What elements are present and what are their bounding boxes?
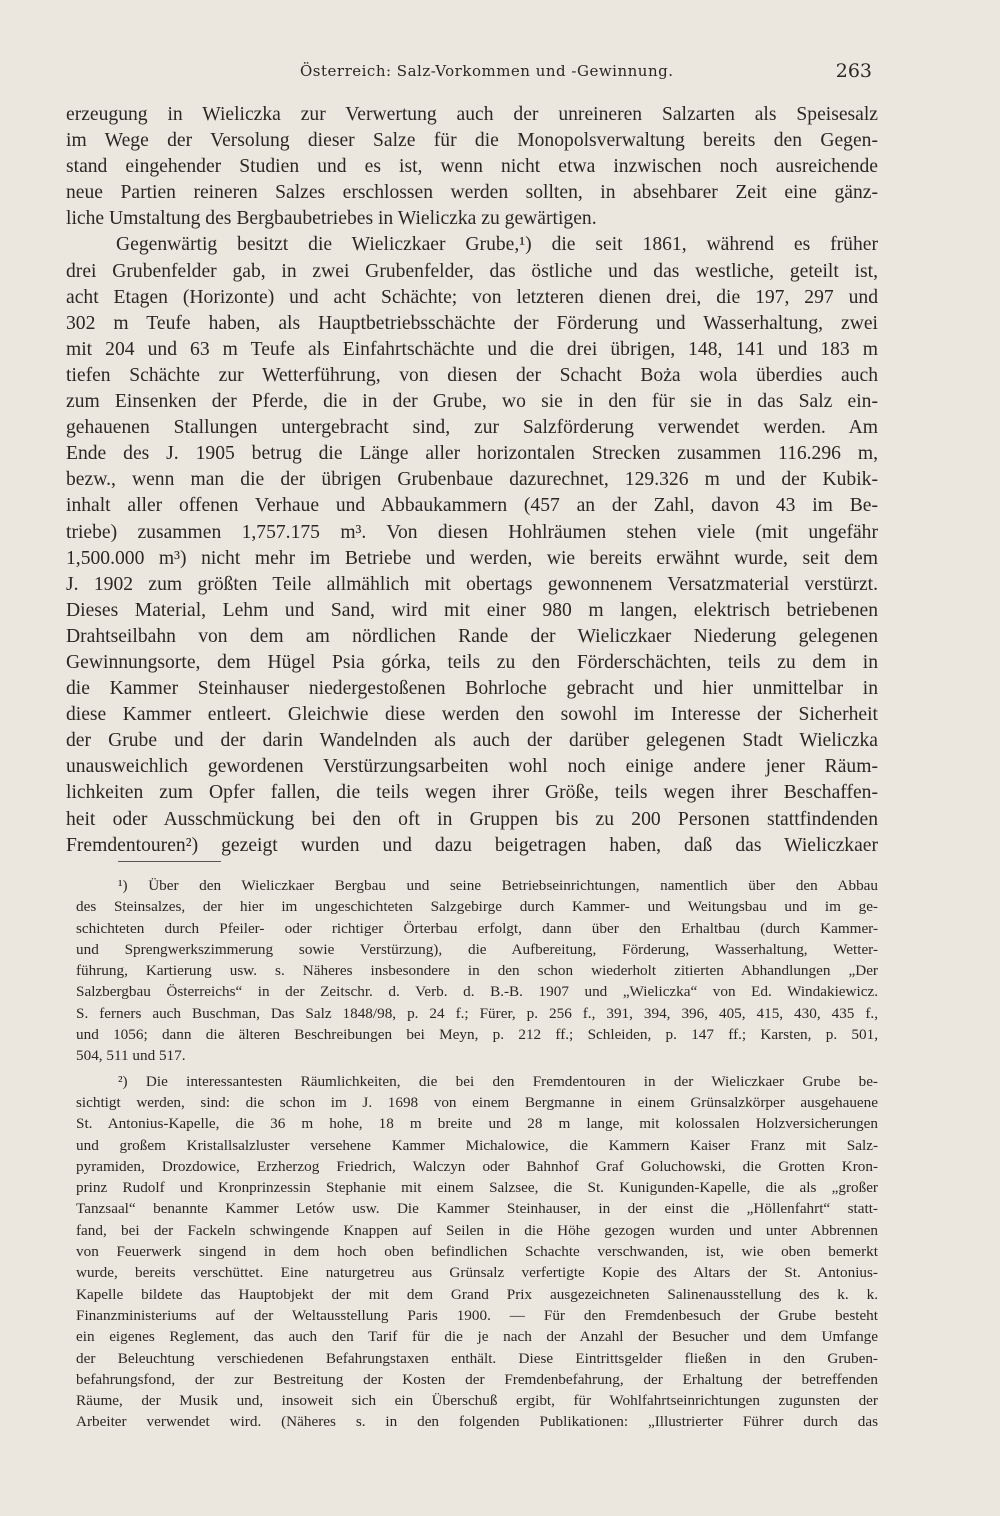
footnote-1-line: Salzbergbau Österreichs“ in der Zeitschr. d. Verb. d. B.-B. 1907 und „Wieliczka“ von Ed. Windakiewicz. bbox=[76, 983, 878, 1001]
footnote-2-line: Räume, der Musik und, insoweit sich ein Überschuß ergibt, für Wohlfahrtseinrichtungen zugunsten der bbox=[76, 1392, 878, 1410]
body-line: bezw., wenn man die der übrigen Grubenbaue dazurechnet, 129.326 m und der Kubik- bbox=[66, 469, 878, 491]
body-line: gehauenen Stallungen untergebracht sind, zur Salzförderung verwendet werden. Am bbox=[66, 417, 878, 439]
footnote-1-line: des Steinsalzes, der hier im ungeschichteten Salzgebirge durch Kammer- und Weitungsbau und im ge- bbox=[76, 898, 878, 916]
footnote-2-line: Tanzsaal“ benannte Kammer Letów usw. Die Kammer Steinhauser, in der einst die „Höllenfahrt“ statt- bbox=[76, 1200, 878, 1218]
footnote-2-line: prinz Rudolf und Kronprinzessin Stephanie mit einem Salzsee, die St. Kunigunden-Kapelle, die als „großer bbox=[76, 1179, 878, 1197]
footnote-2-line: wurde, bereits verschüttet. Eine naturgetreu aus Grünsalz verfertigte Kopie des Altars der St. Antonius- bbox=[76, 1264, 878, 1282]
footnote-separator bbox=[118, 861, 221, 862]
footnote-2-line: von Feuerwerk singend in dem hoch oben befindlichen Schachte verschwanden, ist, wie oben bemerkt bbox=[76, 1243, 878, 1261]
body-line: die Kammer Steinhauser niedergestoßenen Bohrloche gebracht und hier unmittelbar in bbox=[66, 678, 878, 700]
footnote-1-line: führung, Kartierung usw. s. Näheres insbesondere in den schon wiederholt zitierten Abhandlungen „Der bbox=[76, 962, 878, 980]
body-line: acht Etagen (Horizonte) und acht Schächte; von letzteren dienen drei, die 197, 297 und bbox=[66, 286, 878, 308]
body-line: stand eingehender Studien und es ist, wenn nicht etwa inzwischen noch ausreichende bbox=[66, 156, 878, 178]
body-line: tiefen Schächte zur Wetterführung, von diesen der Schacht Boża wola überdies auch bbox=[66, 364, 878, 386]
footnote-1-line: und Sprengwerkszimmerung sowie Verstürzung), die Aufbereitung, Förderung, Wasserhaltung, Wetter- bbox=[76, 940, 878, 958]
body-line: triebe) zusammen 1,757.175 m³. Von diesen Hohlräumen stehen viele (mit ungefähr bbox=[66, 521, 878, 543]
body-line: inhalt aller offenen Verhaue und Abbaukammern (457 an der Zahl, davon 43 im Be- bbox=[66, 495, 878, 517]
footnote-2-line: Kapelle bildete das Hauptobjekt der mit dem Grand Prix ausgezeichneten Salinenausstellung des k. k. bbox=[76, 1285, 878, 1303]
body-line: Fremdentouren²) gezeigt wurden und dazu beigetragen haben, daß das Wieliczkaer bbox=[66, 834, 878, 856]
body-line: Gegenwärtig besitzt die Wieliczkaer Grube,¹) die seit 1861, während es früher bbox=[116, 234, 878, 256]
footnote-2-line: ein eigenes Reglement, das auch den Tarif für die je nach der Anzahl der Besucher und dem Umfange bbox=[76, 1328, 878, 1346]
page-number: 263 bbox=[835, 60, 872, 82]
body-line: im Wege der Versolung dieser Salze für die Monopolsverwaltung bereits den Gegen- bbox=[66, 130, 878, 152]
footnote-1-line: und 1056; dann die älteren Beschreibungen bei Meyn, p. 212 ff.; Schleiden, p. 147 ff.; Karsten, p. 501, bbox=[76, 1026, 878, 1044]
footnotes bbox=[76, 875, 878, 1433]
body-line: mit 204 und 63 m Teufe als Einfahrtschächte und die drei übrigen, 148, 141 und 183 m bbox=[66, 338, 878, 360]
footnote-1-line: 504, 511 und 517. bbox=[76, 1047, 186, 1065]
footnote-1-line: schichteten durch Pfeiler- oder richtiger Örterbau erfolgt, dann über den Erhaltbau (durch Kammer- bbox=[76, 919, 878, 937]
footnote-2-line: pyramiden, Drozdowice, Erzherzog Friedrich, Walczyn oder Bahnhof Graf Goluchowski, die Grotten Kron- bbox=[76, 1157, 878, 1175]
body-line: Dieses Material, Lehm und Sand, wird mit einer 980 m langen, elektrisch betriebenen bbox=[66, 599, 878, 621]
body-line: Gewinnungsorte, dem Hügel Psia górka, teils zu den Förderschächten, teils zu dem in bbox=[66, 651, 878, 673]
footnote-2-line: St. Antonius-Kapelle, die 36 m hohe, 18 m breite und 28 m lange, mit kolossalen Holzversicherungen bbox=[76, 1115, 878, 1133]
footnote-2-line: ²) Die interessantesten Räumlichkeiten, die bei den Fremdentouren in der Wieliczkaer Grube be- bbox=[118, 1072, 878, 1090]
footnote-2-line: sichtigt werden, sind: die schon im J. 1698 von einem Bergmanne in einem Grünsalzkörper ausgehauene bbox=[76, 1093, 878, 1111]
footnote-2-line: fand, bei der Fackeln schwingende Knappen auf Seilen in die Höhe gezogen wurden und unter Abbrennen bbox=[76, 1221, 878, 1239]
body-line: lichkeiten zum Opfer fallen, die teils wegen ihrer Größe, teils wegen ihrer Beschaffen- bbox=[66, 782, 878, 804]
footnote-2-line: Finanzministeriums auf der Weltausstellung Paris 1900. — Für den Fremdenbesuch der Grube besteht bbox=[76, 1306, 878, 1324]
body-line: J. 1902 zum größten Teile allmählich mit obertags gewonnenem Versatzmaterial verstürzt. bbox=[66, 573, 878, 595]
running-head: Österreich: Salz-Vorkommen und -Gewinnung. bbox=[300, 62, 674, 80]
footnote-1-line: S. ferners auch Buschman, Das Salz 1848/98, p. 24 f.; Fürer, p. 256 f., 391, 394, 396, 405, 415, 430, 435 f., bbox=[76, 1004, 878, 1022]
body-line: Drahtseilbahn von dem am nördlichen Rande der Wieliczkaer Niederung gelegenen bbox=[66, 625, 878, 647]
body-line: liche Umstaltung des Bergbaubetriebes in Wieliczka zu gewärtigen. bbox=[66, 208, 597, 230]
footnote-2-line: Arbeiter verwendet wird. (Näheres s. in den folgenden Publikationen: „Illustrierter Führer durch das bbox=[76, 1413, 878, 1431]
footnote-1-line: ¹) Über den Wieliczkaer Bergbau und seine Betriebseinrichtungen, namentlich über den Abbau bbox=[118, 877, 878, 894]
body-line: der Grube und der darin Wandelnden als auch der darüber gelegenen Stadt Wieliczka bbox=[66, 730, 878, 752]
footnote-2-line: der Beleuchtung verschiedenen Befahrungstaxen enthält. Diese Eintrittsgelder fließen in den Gruben- bbox=[76, 1349, 878, 1367]
body-line: zum Einsenken der Pferde, die in der Grube, wo sie in den für sie in das Salz ein- bbox=[66, 391, 878, 413]
body-line: Ende des J. 1905 betrug die Länge aller horizontalen Strecken zusammen 116.296 m, bbox=[66, 443, 878, 465]
body-line: unausweichlich gewordenen Verstürzungsarbeiten wohl noch einige andere jener Räum- bbox=[66, 756, 878, 778]
footnote-2-line: und großem Kristallsalzluster versehene Kammer Michalowice, die Kammern Kaiser Franz mit Salz- bbox=[76, 1136, 878, 1154]
body-line: heit oder Ausschmückung bei den oft in Gruppen bis zu 200 Personen stattfindenden bbox=[66, 808, 878, 830]
body-line: erzeugung in Wieliczka zur Verwertung auch der unreineren Salzarten als Speisesalz bbox=[66, 104, 878, 125]
body-line: 302 m Teufe haben, als Hauptbetriebsschächte der Förderung und Wasserhaltung, zwei bbox=[66, 312, 878, 334]
page-header bbox=[0, 62, 1000, 86]
footnote-2-line: befahrungsfond, der zur Bestreitung der Kosten der Fremdenbefahrung, der Erhaltung der betreffenden bbox=[76, 1370, 878, 1388]
body-text bbox=[66, 102, 878, 859]
body-line: drei Grubenfelder gab, in zwei Grubenfelder, das östliche und das westliche, geteilt ist, bbox=[66, 260, 878, 282]
body-line: neue Partien reineren Salzes erschlossen werden sollten, in absehbarer Zeit eine gänz- bbox=[66, 182, 878, 204]
body-line: 1,500.000 m³) nicht mehr im Betriebe und werden, wie bereits erwähnt wurde, seit dem bbox=[66, 547, 878, 569]
body-line: diese Kammer entleert. Gleichwie diese werden den sowohl im Interesse der Sicherheit bbox=[66, 704, 878, 726]
